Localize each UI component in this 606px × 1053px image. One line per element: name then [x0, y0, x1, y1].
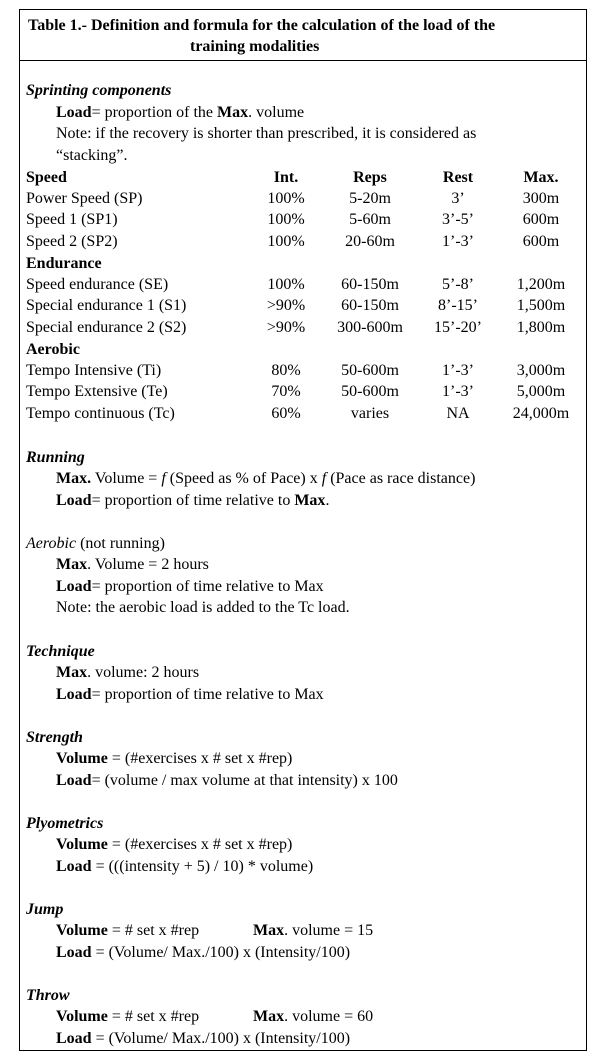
table-cell-int: >90% — [266, 297, 306, 314]
aerobic-note: Note: the aerobic load is added to the Tc load. — [56, 599, 350, 616]
jump-max-line — [253, 922, 373, 940]
aerobic-max-line — [56, 556, 209, 574]
header-int: Int. — [273, 169, 299, 186]
load-label: Load — [56, 104, 92, 121]
sprinting-load-line — [56, 104, 304, 122]
table-cell-rest: 5’-8’ — [442, 276, 474, 293]
formula-part: (Speed as % of Pace) x — [165, 470, 322, 487]
max-label: Max — [253, 922, 285, 939]
section-heading-sprinting: Sprinting components — [26, 82, 172, 99]
table-cell-max: 600m — [522, 211, 560, 228]
table-cell-name: Special endurance 2 (S2) — [26, 319, 187, 336]
load-end: . — [325, 492, 330, 509]
table-cell-rest: 1’-3’ — [442, 233, 474, 250]
table-cell-name: Special endurance 1 (S1) — [26, 297, 187, 314]
table-frame — [19, 9, 587, 1051]
technique-max-line — [56, 664, 199, 682]
volume-text: = # set x #rep — [107, 1008, 200, 1025]
load-text: = (((intensity + 5) / 10) * volume) — [91, 858, 314, 875]
table-cell-reps: 50-600m — [341, 383, 399, 400]
table-cell-reps: varies — [350, 405, 390, 422]
header-max: Max. — [523, 169, 559, 186]
max-label: Max — [294, 492, 326, 509]
table-cell-int: 100% — [267, 233, 305, 250]
max-label: Max — [56, 664, 88, 681]
table-title-line1: Table 1.- Definition and formula for the calculation of the load of the — [28, 17, 496, 34]
max-label: Max — [56, 556, 88, 573]
function-symbol: f — [161, 470, 166, 487]
throw-volume-line — [56, 1008, 199, 1026]
table-cell-int: 100% — [267, 211, 305, 228]
table-cell-int: >90% — [266, 319, 306, 336]
section-heading-strength: Strength — [26, 729, 83, 746]
running-max-line — [56, 470, 475, 488]
section-heading-aerobic — [26, 535, 165, 553]
table-cell-max: 1,200m — [516, 276, 566, 293]
table-cell-int: 80% — [271, 362, 301, 379]
function-symbol: f — [321, 470, 327, 487]
load-label: Load — [56, 772, 92, 789]
load-label: Load — [56, 492, 92, 509]
jump-volume-line — [56, 922, 199, 940]
table-cell-reps: 50-600m — [341, 362, 399, 379]
running-load-line — [56, 492, 329, 510]
section-heading-jump: Jump — [26, 901, 64, 918]
table-cell-name: Power Speed (SP) — [26, 190, 143, 207]
volume-label: Volume — [56, 922, 108, 939]
table-cell-name: Speed endurance (SE) — [26, 276, 169, 293]
table-title-line2: training modalities — [190, 38, 320, 55]
load-label: Load — [56, 578, 92, 595]
load-label: Load — [56, 1030, 92, 1047]
max-text: . volume = 60 — [284, 1008, 374, 1025]
max-text: . volume: 2 hours — [87, 664, 200, 681]
header-rest: Rest — [442, 169, 474, 186]
table-cell-rest: NA — [446, 405, 470, 422]
strength-load-line — [56, 772, 398, 790]
load-text: = (Volume/ Max./100) x (Intensity/100) — [91, 944, 351, 961]
sprinting-note-line2: “stacking”. — [56, 147, 128, 164]
load-label: Load — [56, 686, 92, 703]
throw-load-line — [56, 1030, 350, 1048]
section-heading-throw: Throw — [26, 987, 70, 1004]
table-cell-max: 1,500m — [516, 297, 566, 314]
table-cell-reps: 60-150m — [341, 297, 399, 314]
table-cell-max: 5,000m — [516, 383, 566, 400]
table-cell-max: 600m — [522, 233, 560, 250]
header-reps: Reps — [353, 169, 387, 186]
max-text: . volume = 15 — [284, 922, 374, 939]
table-cell-max: 24,000m — [512, 405, 570, 422]
section-heading-running: Running — [26, 449, 85, 466]
table-cell-reps: 5-60m — [349, 211, 391, 228]
throw-max-line — [253, 1008, 373, 1026]
jump-load-line — [56, 944, 350, 962]
table-cell-rest: 1’-3’ — [442, 383, 474, 400]
table-cell-max: 300m — [522, 190, 560, 207]
section-heading-technique: Technique — [26, 643, 95, 660]
table-cell-int: 100% — [267, 190, 305, 207]
table-cell-rest: 15’-20’ — [434, 319, 482, 336]
aerobic-load-line — [56, 578, 324, 596]
table-cell-max: 3,000m — [516, 362, 566, 379]
table-cell-rest: 3’ — [451, 190, 465, 207]
aerobic-heading-suffix: (not running) — [76, 535, 165, 552]
table-cell-reps: 20-60m — [345, 233, 395, 250]
table-cell-max: 1,800m — [516, 319, 566, 336]
table-cell-int: 70% — [271, 383, 301, 400]
volume-label: Volume — [56, 1008, 108, 1025]
volume-label: Volume — [56, 836, 108, 853]
table-cell-rest: 8’-15’ — [438, 297, 478, 314]
load-label: Load — [56, 944, 92, 961]
technique-load-line — [56, 686, 324, 704]
table-cell-name: Tempo continuous (Tc) — [26, 405, 175, 422]
volume-text: = (#exercises x # set x #rep) — [107, 836, 293, 853]
section-heading-plyometrics: Plyometrics — [26, 815, 104, 832]
load-text: = proportion of time relative to — [91, 492, 295, 509]
plyometrics-volume-line — [56, 836, 292, 854]
table-cell-rest: 1’-3’ — [442, 362, 474, 379]
table-cell-name: Tempo Extensive (Te) — [26, 383, 168, 400]
max-label: Max — [217, 104, 249, 121]
load-text: = proportion of the — [91, 104, 218, 121]
aerobic-heading: Aerobic — [26, 535, 77, 552]
max-label: Max — [253, 1008, 285, 1025]
sprinting-note-line1: Note: if the recovery is shorter than prescribed, it is considered as — [56, 125, 477, 142]
table-cell-rest: 3’-5’ — [442, 211, 474, 228]
volume-label: Volume — [56, 750, 108, 767]
load-text: = (Volume/ Max./100) x (Intensity/100) — [91, 1030, 351, 1047]
load-tail: . volume — [248, 104, 305, 121]
max-text: . Volume = 2 hours — [87, 556, 209, 573]
table-cell-name: Tempo Intensive (Ti) — [26, 362, 162, 379]
table-cell-name: Speed 1 (SP1) — [26, 211, 118, 228]
formula-part: (Pace as race distance) — [326, 470, 476, 487]
plyometrics-load-line — [56, 858, 313, 876]
title-box — [20, 10, 586, 61]
header-speed: Speed — [26, 169, 67, 186]
max-label: Max. — [56, 470, 92, 487]
group-heading-endurance: Endurance — [26, 255, 102, 272]
table-cell-name: Speed 2 (SP2) — [26, 233, 118, 250]
table-cell-int: 60% — [271, 405, 301, 422]
volume-text: = (#exercises x # set x #rep) — [107, 750, 293, 767]
group-heading-aerobic: Aerobic — [26, 341, 80, 358]
load-text: = (volume / max volume at that intensity) x 100 — [91, 772, 398, 789]
volume-text: = # set x #rep — [107, 922, 200, 939]
strength-volume-line — [56, 750, 292, 768]
table-cell-reps: 60-150m — [341, 276, 399, 293]
load-text: = proportion of time relative to Max — [91, 578, 324, 595]
load-text: = proportion of time relative to Max — [91, 686, 324, 703]
max-text: Volume = — [91, 470, 162, 487]
table-cell-reps: 5-20m — [349, 190, 391, 207]
table-cell-reps: 300-600m — [337, 319, 403, 336]
table-cell-int: 100% — [267, 276, 305, 293]
load-label: Load — [56, 858, 92, 875]
